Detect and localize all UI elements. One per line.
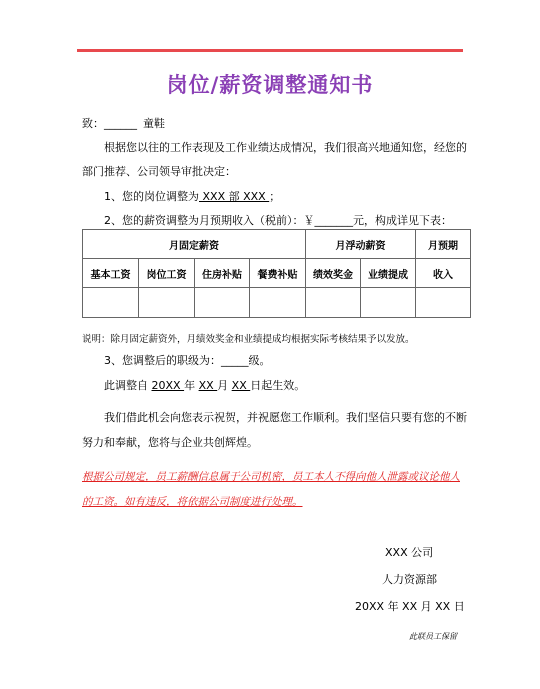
- cell-position-salary[interactable]: [139, 288, 195, 318]
- intro-line-1: 根据您以往的工作表现及工作业绩达成情况，我们很高兴地通知您，经您的: [104, 141, 467, 154]
- cell-meal-allowance[interactable]: [250, 288, 306, 318]
- effective-month: XX: [198, 379, 218, 392]
- cell-base-salary[interactable]: [83, 288, 139, 318]
- recipient-line: 致：______ 童鞋: [82, 117, 165, 130]
- position-value: XXX 部 XXX: [199, 190, 270, 203]
- salary-table: [82, 229, 471, 318]
- salary-line: 2、您的薪资调整为月预期收入（税前）：￥_______元，构成详见下表：: [104, 214, 452, 227]
- effective-date-line: 此调整自 20XX 年 XX 月 XX 日起生效。: [104, 379, 306, 392]
- closing-line-2: 努力和奉献，您将与企业共创辉煌。: [82, 436, 258, 449]
- header-expected-income: 收入: [416, 259, 471, 288]
- group-expected-header: 月预期: [416, 230, 471, 259]
- grade-line: 3、您调整后的职级为：_____级。: [104, 354, 271, 367]
- intro-line-2: 部门推荐、公司领导审批决定：: [82, 165, 236, 178]
- signature-date: 20XX 年 XX 月 XX 日: [355, 600, 465, 613]
- header-base-salary: 基本工资: [83, 259, 139, 288]
- document-title: 岗位/薪资调整通知书: [166, 73, 374, 97]
- position-line: 1、您的岗位调整为 XXX 部 XXX ；: [104, 190, 281, 203]
- signature-department: 人力资源部: [382, 573, 437, 586]
- header-housing-allowance: 住房补贴: [195, 259, 250, 288]
- group-float-header: 月浮动薪资: [306, 230, 416, 259]
- header-commission: 业绩提成: [361, 259, 416, 288]
- cell-performance-bonus[interactable]: [306, 288, 361, 318]
- group-fixed-header: 月固定薪资: [83, 230, 306, 259]
- confidentiality-warning-2: 的工资。如有违反，将依据公司制度进行处理。: [82, 496, 303, 508]
- signature-company: XXX 公司: [385, 546, 434, 559]
- effective-year: 20XX: [151, 379, 185, 392]
- header-position-salary: 岗位工资: [139, 259, 195, 288]
- confidentiality-warning-1: 根据公司规定，员工薪酬信息属于公司机密，员工本人不得向他人泄露或议论他人: [82, 471, 460, 483]
- cell-housing-allowance[interactable]: [195, 288, 250, 318]
- table-note: 说明：除月固定薪资外，月绩效奖金和业绩提成均根据实际考核结果予以发放。: [82, 334, 415, 345]
- effective-day: XX: [231, 379, 251, 392]
- header-performance-bonus: 绩效奖金: [306, 259, 361, 288]
- closing-line-1: 我们借此机会向您表示祝贺，并祝愿您工作顺利。我们坚信只要有您的不断: [104, 411, 467, 424]
- header-meal-allowance: 餐费补贴: [250, 259, 306, 288]
- cell-expected-income[interactable]: [416, 288, 471, 318]
- header-rule: [77, 49, 463, 52]
- cell-commission[interactable]: [361, 288, 416, 318]
- footer-note: 此联员工保留: [409, 632, 457, 641]
